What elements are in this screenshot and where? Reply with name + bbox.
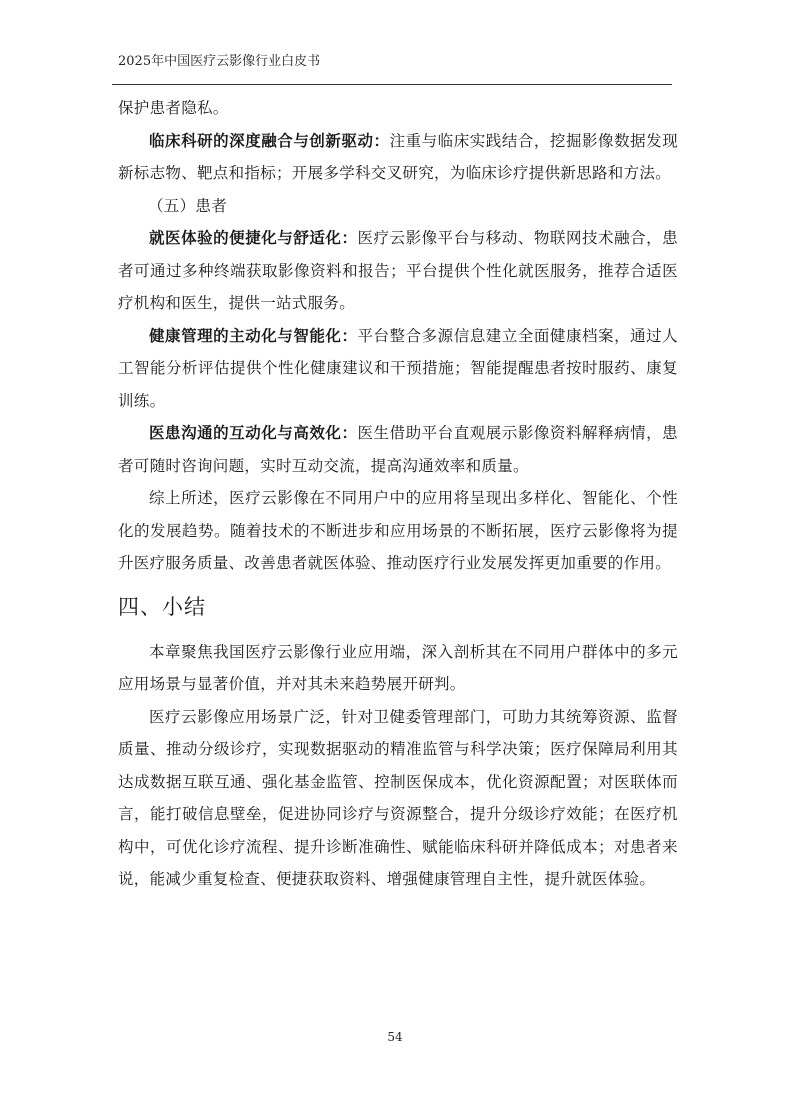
page-number: 54: [387, 1030, 403, 1044]
paragraph-lead: 健康管理的主动化与智能化：: [149, 325, 358, 345]
paragraph-lead: 就医体验的便捷化与舒适化：: [149, 228, 358, 247]
paragraph-text: 医生借助平台直观展示影像资料解释病情，患者可随时咨询问题，实时互动交流，提高沟通效率和质量。: [118, 424, 678, 475]
paragraph-chapter-focus: 本章聚焦我国医疗云影像行业应用端，深入剖析其在不同用户群体中的多元应用场景与显著价值，并对其未来趋势展开研判。: [118, 642, 678, 693]
section-title: 四、小结: [118, 594, 206, 619]
paragraph-lead: 医患沟通的互动化与高效化：: [149, 423, 358, 442]
running-header: 2025年中国医疗云影像行业白皮书: [118, 54, 321, 69]
paragraph-text: 注重与临床实践结合，挖掘影像数据发现新标志物、靶点和指标；开展多学科交叉研究，为临床诊疗提供新思路和方法。: [118, 131, 678, 182]
paragraph-privacy: 保护患者隐私。: [118, 99, 229, 117]
paragraph-clinical-research: [118, 125, 678, 190]
paragraph-doctor-patient-communication: [118, 417, 678, 482]
paragraph-text: 医疗云影像平台与移动、物联网技术融合，患者可通过多种终端获取影像资料和报告；平台提供个性化就医服务，推荐合适医疗机构和医生，提供一站式服务。: [118, 229, 678, 312]
header-divider: [112, 84, 672, 85]
paragraph-health-management: [118, 320, 678, 418]
paragraph-text: 平台整合多源信息建立全面健康档案，通过人工智能分析评估提供个性化健康建议和干预措施；智能提醒患者按时服药、康复训练。: [118, 326, 678, 410]
subsection-heading: （五）患者: [148, 196, 228, 215]
paragraph-lead: 临床科研的深度融合与创新驱动：: [149, 130, 390, 150]
page-body: [118, 92, 678, 896]
paragraph-summary: 综上所述，医疗云影像在不同用户中的应用将呈现出多样化、智能化、个性化的发展趋势。随着技术的不断进步和应用场景的不断拓展，医疗云影像将为提升医疗服务质量、改善患者就医体验、推动医疗行业发展发挥更加重要的作用。: [118, 489, 678, 572]
paragraph-patient-experience: [118, 222, 678, 320]
paragraph-application-scenarios: 医疗云影像应用场景广泛，针对卫健委管理部门，可助力其统筹资源、监督质量、推动分级诊疗，实现数据驱动的精准监管与科学决策；医疗保障局利用其达成数据互联互通、强化基金监管、控制医保成本，优化资源配置；对医联体而言，能打破信息壁垒，促进协同诊疗与资源整合，提升分级诊疗效能；在医疗机构中，可优化诊疗流程、提升诊断准确性、赋能临床科研并降低成本；对患者来说，能减少重复检查、便捷获取资料、增强健康管理自主性，提升就医体验。: [118, 707, 678, 888]
